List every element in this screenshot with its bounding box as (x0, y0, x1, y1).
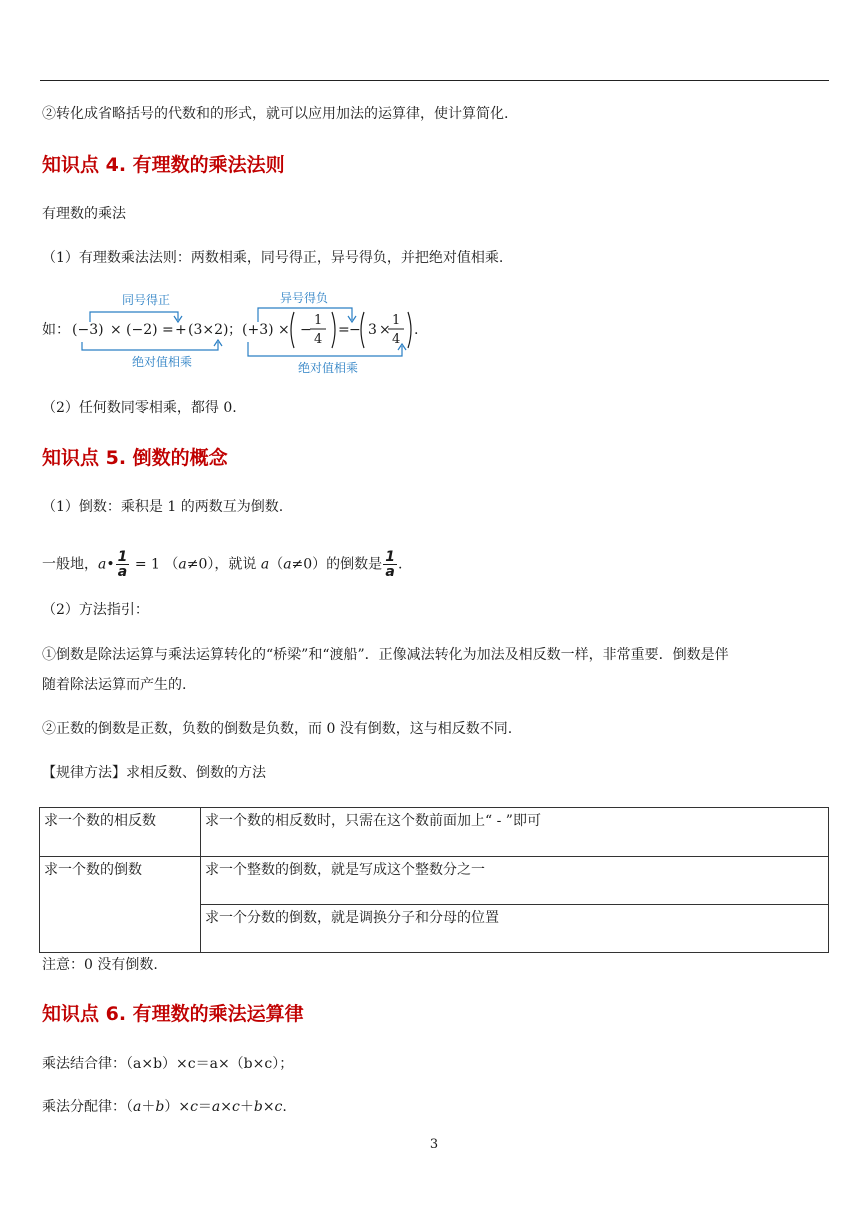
ex2-equals: = (338, 322, 350, 338)
general-var-a-4: a (283, 556, 292, 573)
dist-b: b (155, 1099, 165, 1115)
general-paren-open: （ (269, 556, 284, 573)
method-title: 【规律方法】求相反数、倒数的方法 (42, 765, 266, 781)
dist-plus-2: ＋ (239, 1099, 254, 1115)
general-end: . (397, 556, 403, 573)
paragraph-method-guide: （2）方法指引： (42, 602, 149, 618)
ex2-frac2-den: 4 (392, 332, 401, 347)
table-row (40, 808, 829, 857)
ex2-sign: − (349, 322, 361, 338)
dist-b-2: b (253, 1099, 263, 1115)
paragraph-circle1-line1: ①倒数是除法运算与乘法运算转化的“桥梁”和“渡船”．正像减法转化为加法及相反数一样，非常重要．倒数是伴 (42, 647, 729, 663)
ex1-times: × (110, 322, 122, 338)
svg-text:(−3): (−3) (72, 322, 104, 338)
ex2-factor-fraction (291, 312, 335, 348)
dist-c: c (190, 1099, 198, 1115)
general-cond-end: ≠0）的倒数是 (291, 556, 383, 573)
table-cell: 求一个整数的倒数，就是写成这个整数分之一 (201, 857, 829, 905)
heading-knowledge-6: 知识点 6. 有理数的乘法运算律 (42, 1003, 304, 1025)
paragraph-circle2: ②转化成省略括号的代数和的形式，就可以应用加法的运算律，使计算简化. (42, 106, 509, 122)
ex2-abs-product (361, 312, 411, 348)
label-diff-sign: 异号得负 (280, 291, 329, 305)
ex2-times: × (278, 322, 290, 338)
general-frac2-num: 1 (385, 549, 395, 565)
label-abs-multiply-2: 绝对值相乘 (298, 361, 359, 375)
general-frac-num: 1 (117, 549, 128, 565)
dist-mid: ）× (164, 1099, 191, 1115)
ex1-equals: = (162, 322, 174, 338)
table-cell: 求一个分数的倒数，就是调换分子和分母的位置 (201, 905, 829, 953)
dist-plus: ＋ (141, 1099, 156, 1115)
table-cell: 求一个数的倒数 (40, 857, 201, 953)
svg-text:(−2): (−2) (126, 322, 158, 338)
ex1-abs-c: 3 (193, 322, 203, 338)
diagram-separator: ； (228, 322, 242, 338)
general-prefix: 一般地， (42, 556, 98, 573)
label-abs-multiply-1: 绝对值相乘 (132, 355, 193, 369)
general-cond-mid: ≠0），就说 (186, 556, 261, 573)
dist-eq: ＝ (197, 1099, 212, 1115)
dist-a-2: a (211, 1099, 221, 1115)
ex2-factor-a: +3 (247, 322, 269, 338)
paragraph-circle2-reciprocal: ②正数的倒数是正数，负数的倒数是负数，而 0 没有倒数，这与相反数不同. (42, 721, 513, 737)
dist-end: . (282, 1099, 287, 1115)
subheading-rational-multiplication: 有理数的乘法 (42, 206, 126, 222)
method-table (39, 807, 829, 953)
general-var-a-2: a (178, 556, 187, 573)
paragraph-zero-product: （2）任何数同零相乘，都得 0. (42, 400, 237, 416)
table-cell: 求一个数的相反数时，只需在这个数前面加上“ - ”即可 (201, 808, 829, 857)
svg-text:(+3): (+3) (242, 322, 274, 338)
svg-text:−: − (300, 322, 312, 338)
paragraph-reciprocal-general (42, 550, 402, 579)
general-var-a: a (98, 556, 107, 573)
paragraph-circle1-line2: 随着除法运算而产生的. (42, 677, 187, 693)
ex2-frac-num: 1 (314, 313, 323, 328)
heading-knowledge-5: 知识点 5. 倒数的概念 (42, 447, 228, 469)
general-fraction-1-over-a (116, 550, 130, 579)
label-same-sign: 同号得正 (122, 293, 171, 307)
general-frac-den: a (117, 564, 128, 580)
diagram-prefix: 如： (42, 322, 70, 338)
paragraph-associative-law: 乘法结合律：（a×b）×c＝a×（b×c）； (42, 1056, 294, 1072)
ex1-abs-d: 2 (214, 322, 224, 338)
header-rule (40, 80, 829, 81)
multiplication-rule-diagram (42, 286, 422, 380)
dist-times-2: × (262, 1099, 275, 1115)
dist-c-2: c (232, 1099, 240, 1115)
page-number: 3 (429, 1137, 439, 1152)
paragraph-reciprocal-definition: （1）倒数：乘积是 1 的两数互为倒数. (42, 499, 284, 515)
general-frac2-den: a (385, 564, 395, 580)
dist-prefix: 乘法分配律：（ (42, 1099, 133, 1115)
paragraph-distributive-law (42, 1097, 287, 1117)
dist-c-3: c (274, 1099, 283, 1115)
ex1-factor-b: −2 (131, 322, 153, 338)
heading-knowledge-4: 知识点 4. 有理数的乘法法则 (42, 154, 285, 176)
note-zero-reciprocal: 注意：0 没有倒数. (42, 957, 158, 973)
table-row (40, 857, 829, 905)
dist-a: a (133, 1099, 142, 1115)
diagram-end: . (414, 322, 419, 338)
ex2-frac-den: 4 (314, 332, 323, 347)
svg-text:(3×2): (3×2) (188, 322, 229, 338)
ex1-sign: + (175, 322, 187, 338)
ex2-abs-c: 3 (368, 322, 377, 338)
general-dot: • (106, 556, 115, 573)
ex2-times-2: × (379, 322, 391, 338)
table-cell: 求一个数的相反数 (40, 808, 201, 857)
ex1-times-2: × (202, 322, 215, 338)
paragraph-multiplication-rule: （1）有理数乘法法则：两数相乘，同号得正，异号得负，并把绝对值相乘. (42, 250, 504, 266)
ex1-factor-a: −3 (77, 322, 99, 338)
ex2-frac2-num: 1 (392, 313, 401, 328)
general-fraction-result (383, 550, 397, 579)
general-eq-one: = 1 （ (130, 556, 179, 573)
dist-times: × (220, 1099, 232, 1115)
general-var-a-3: a (260, 556, 270, 573)
